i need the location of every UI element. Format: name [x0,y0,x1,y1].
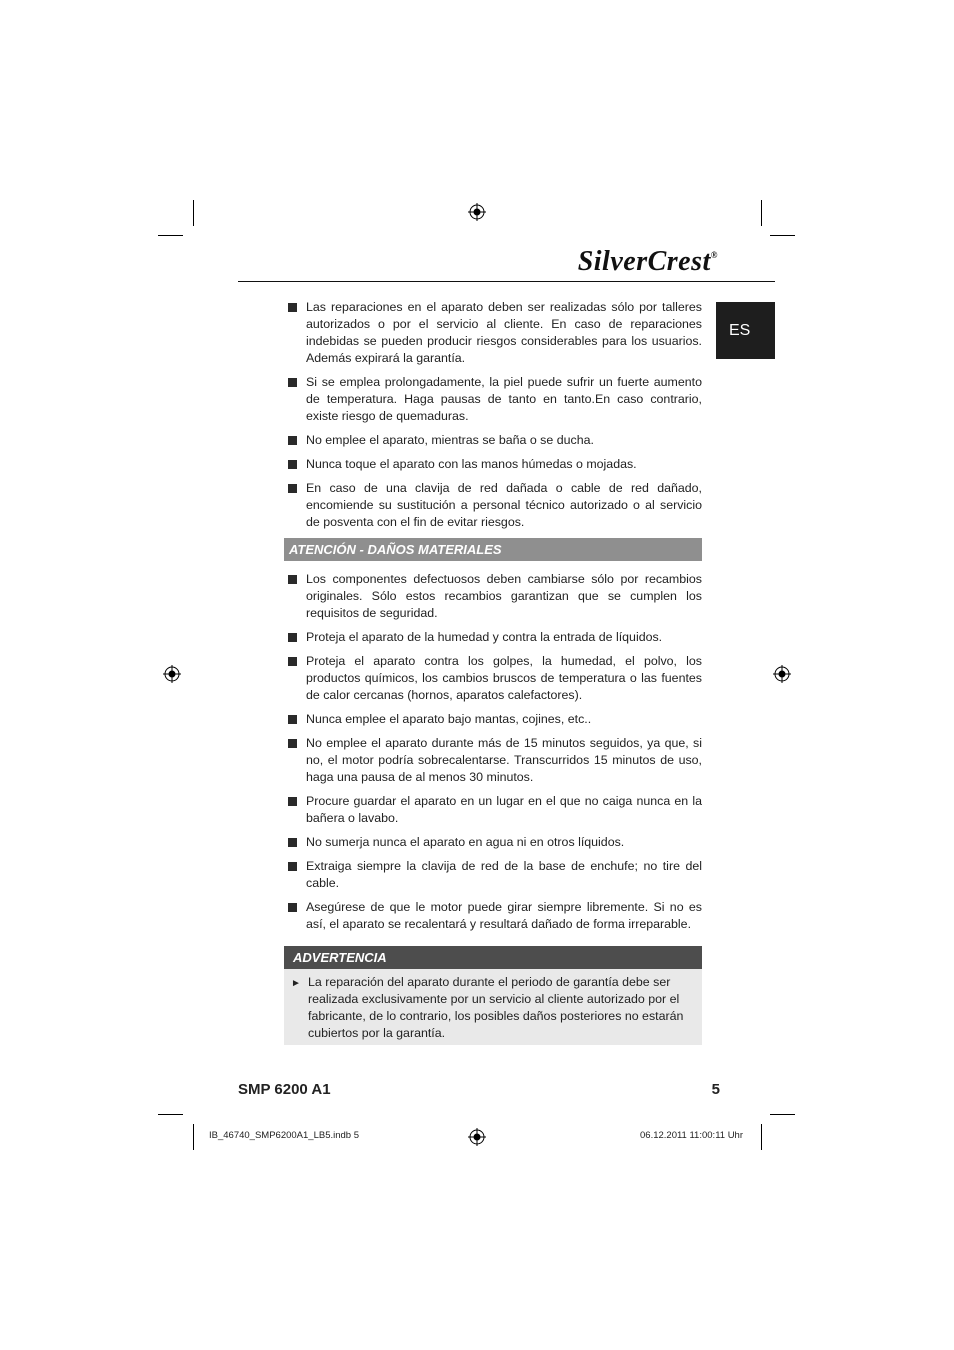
crop-mark [770,235,795,236]
attention-list [285,571,702,933]
warning-text: La reparación del aparato durante el periodo de garantía debe ser realizada exclusivamente por un servicio al cliente autorizado por el fabricante, de lo contrario, los posibles daños posteriores no estarán cubiertos por la garantía. [308,975,684,1040]
bullet-square-icon [288,575,297,584]
header-rule [238,281,775,282]
brand-logo: SilverCrest® [577,246,718,277]
list-item: En caso de una clavija de red dañada o cable de red dañado, encomiende su sustitución a personal técnico autorizado o al servicio de posventa con el fin de evitar riesgos. [285,480,702,531]
warning-heading: ADVERTENCIA [284,946,702,969]
bullet-square-icon [288,460,297,469]
bullet-square-icon [288,378,297,387]
crop-mark [761,200,762,226]
list-item: No emplee el aparato, mientras se baña o se ducha. [285,432,702,449]
model-number: SMP 6200 A1 [238,1081,331,1098]
bullet-square-icon [288,484,297,493]
registration-mark-icon [468,203,486,221]
list-item: Los componentes defectuosos deben cambiarse sólo por recambios originales. Sólo estos recambios garantizan que se cumplen los requisitos de seguridad. [285,571,702,622]
list-item: Proteja el aparato de la humedad y contra la entrada de líquidos. [285,629,702,646]
registration-mark-icon [773,665,791,683]
bullet-square-icon [288,303,297,312]
page-number: 5 [711,1081,720,1098]
bullet-square-icon [288,633,297,642]
arrow-right-icon: ► [291,978,301,989]
crop-mark [158,1114,183,1115]
bullet-square-icon [288,903,297,912]
warning-body [284,969,702,1045]
crop-mark [158,235,183,236]
slug-file: IB_46740_SMP6200A1_LB5.indb 5 [209,1130,360,1141]
list-item: Nunca emplee el aparato bajo mantas, cojines, etc.. [285,711,702,728]
bullet-square-icon [288,739,297,748]
slug-timestamp: 06.12.2011 11:00:11 Uhr [640,1130,743,1141]
registration-mark-icon [163,665,181,683]
section-heading: ATENCIÓN - DAÑOS MATERIALES [284,538,702,561]
list-item: Nunca toque el aparato con las manos húmedas o mojadas. [285,456,702,473]
registration-mark-icon [468,1128,486,1146]
list-item: No sumerja nunca el aparato en agua ni en otros líquidos. [285,834,702,851]
language-tab: ES [716,302,775,359]
crop-mark [193,1124,194,1150]
bullet-square-icon [288,862,297,871]
bullet-square-icon [288,797,297,806]
list-item: Proteja el aparato contra los golpes, la humedad, el polvo, los productos químicos, los cambios bruscos de temperatura o las fuentes de calor cercanas (hornos, aparatos calefactores). [285,653,702,704]
crop-mark [193,200,194,226]
list-item: Las reparaciones en el aparato deben ser realizadas sólo por talleres autorizados o por el servicio al cliente. En caso de reparaciones indebidas se pueden producir riesgos considerables para los usuarios. Además expirará la garantía. [285,299,702,367]
crop-mark [761,1124,762,1150]
main-content [285,299,702,940]
bullet-square-icon [288,838,297,847]
list-item: Si se emplea prolongadamente, la piel puede sufrir un fuerte aumento de temperatura. Haga pausas de tanto en tanto.En caso contrario, existe riesgo de quemaduras. [285,374,702,425]
crop-mark [770,1114,795,1115]
bullet-square-icon [288,436,297,445]
list-item: Procure guardar el aparato en un lugar en el que no caiga nunca en la bañera o lavabo. [285,793,702,827]
warning-box [284,946,702,1045]
bullet-square-icon [288,657,297,666]
list-item: Extraiga siempre la clavija de red de la base de enchufe; no tire del cable. [285,858,702,892]
list-item: No emplee el aparato durante más de 15 minutos seguidos, ya que, si no, el motor podría sobrecalentarse. Transcurridos 15 minutos de uso, haga una pausa de al menos 30 minutos. [285,735,702,786]
list-item: Asegúrese de que le motor puede girar siempre libremente. Si no es así, el aparato se recalentará y resultará dañado de forma irreparable. [285,899,702,933]
bullet-square-icon [288,715,297,724]
safety-list [285,299,702,531]
